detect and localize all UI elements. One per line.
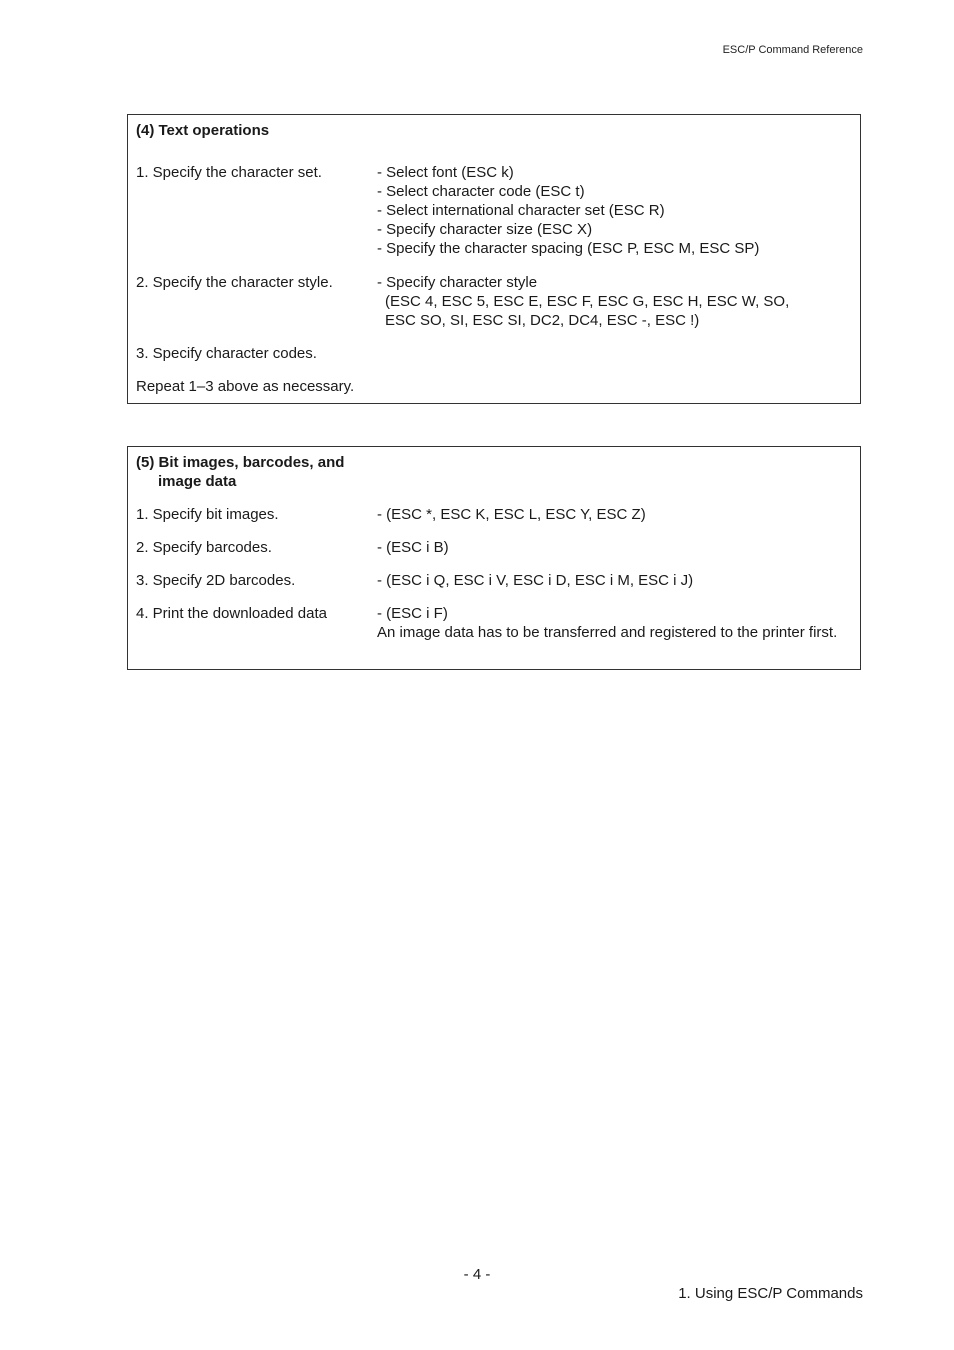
row-label-repeat-note: Repeat 1–3 above as necessary. — [136, 378, 355, 395]
section-title-line1: (5) Bit images, barcodes, and — [136, 454, 345, 471]
command-line: - Select character code (ESC t) — [377, 183, 585, 200]
row-value-downloaded-data — [377, 604, 842, 642]
command-line: - Select international character set (ESC R) — [377, 202, 665, 219]
command-line: - (ESC i F) — [377, 605, 448, 622]
page-number: - 4 - — [463, 1266, 491, 1283]
row-label-downloaded-data: 4. Print the downloaded data — [136, 605, 327, 622]
command-line: - Specify character size (ESC X) — [377, 221, 593, 238]
footer-chapter-title: 1. Using ESC/P Commands — [678, 1285, 863, 1302]
command-line: - (ESC *, ESC K, ESC L, ESC Y, ESC Z) — [377, 506, 646, 523]
row-value-character-set — [377, 163, 847, 258]
row-label-character-codes: 3. Specify character codes. — [136, 345, 317, 362]
command-line: - Specify the character spacing (ESC P, ESC M, ESC SP) — [377, 240, 760, 257]
row-value-2d-barcodes — [377, 571, 847, 590]
row-label-character-set: 1. Specify the character set. — [136, 164, 322, 181]
command-line: ESC SO, SI, ESC SI, DC2, DC4, ESC -, ESC !) — [385, 312, 700, 329]
section-title: (4) Text operations — [136, 122, 270, 139]
section-title — [136, 453, 376, 491]
command-line: - (ESC i Q, ESC i V, ESC i D, ESC i M, ESC i J) — [377, 572, 694, 589]
command-line: - Select font (ESC k) — [377, 164, 514, 181]
row-value-barcodes — [377, 538, 847, 557]
row-label-barcodes: 2. Specify barcodes. — [136, 539, 272, 556]
row-value-bit-images — [377, 505, 847, 524]
row-label-bit-images: 1. Specify bit images. — [136, 506, 279, 523]
section-title-line2: image data — [158, 473, 237, 490]
command-line: (ESC 4, ESC 5, ESC E, ESC F, ESC G, ESC H, ESC W, SO, — [385, 293, 790, 310]
section-bit-images-barcodes — [127, 446, 861, 670]
note-line: An image data has to be transferred and registered to the printer first. — [377, 624, 838, 641]
section-text-operations — [127, 114, 861, 404]
row-label-2d-barcodes: 3. Specify 2D barcodes. — [136, 572, 296, 589]
command-line: - Specify character style — [377, 274, 538, 291]
row-value-character-style — [377, 273, 847, 330]
running-header: ESC/P Command Reference — [722, 44, 863, 56]
command-line: - (ESC i B) — [377, 539, 449, 556]
row-label-character-style: 2. Specify the character style. — [136, 274, 333, 291]
